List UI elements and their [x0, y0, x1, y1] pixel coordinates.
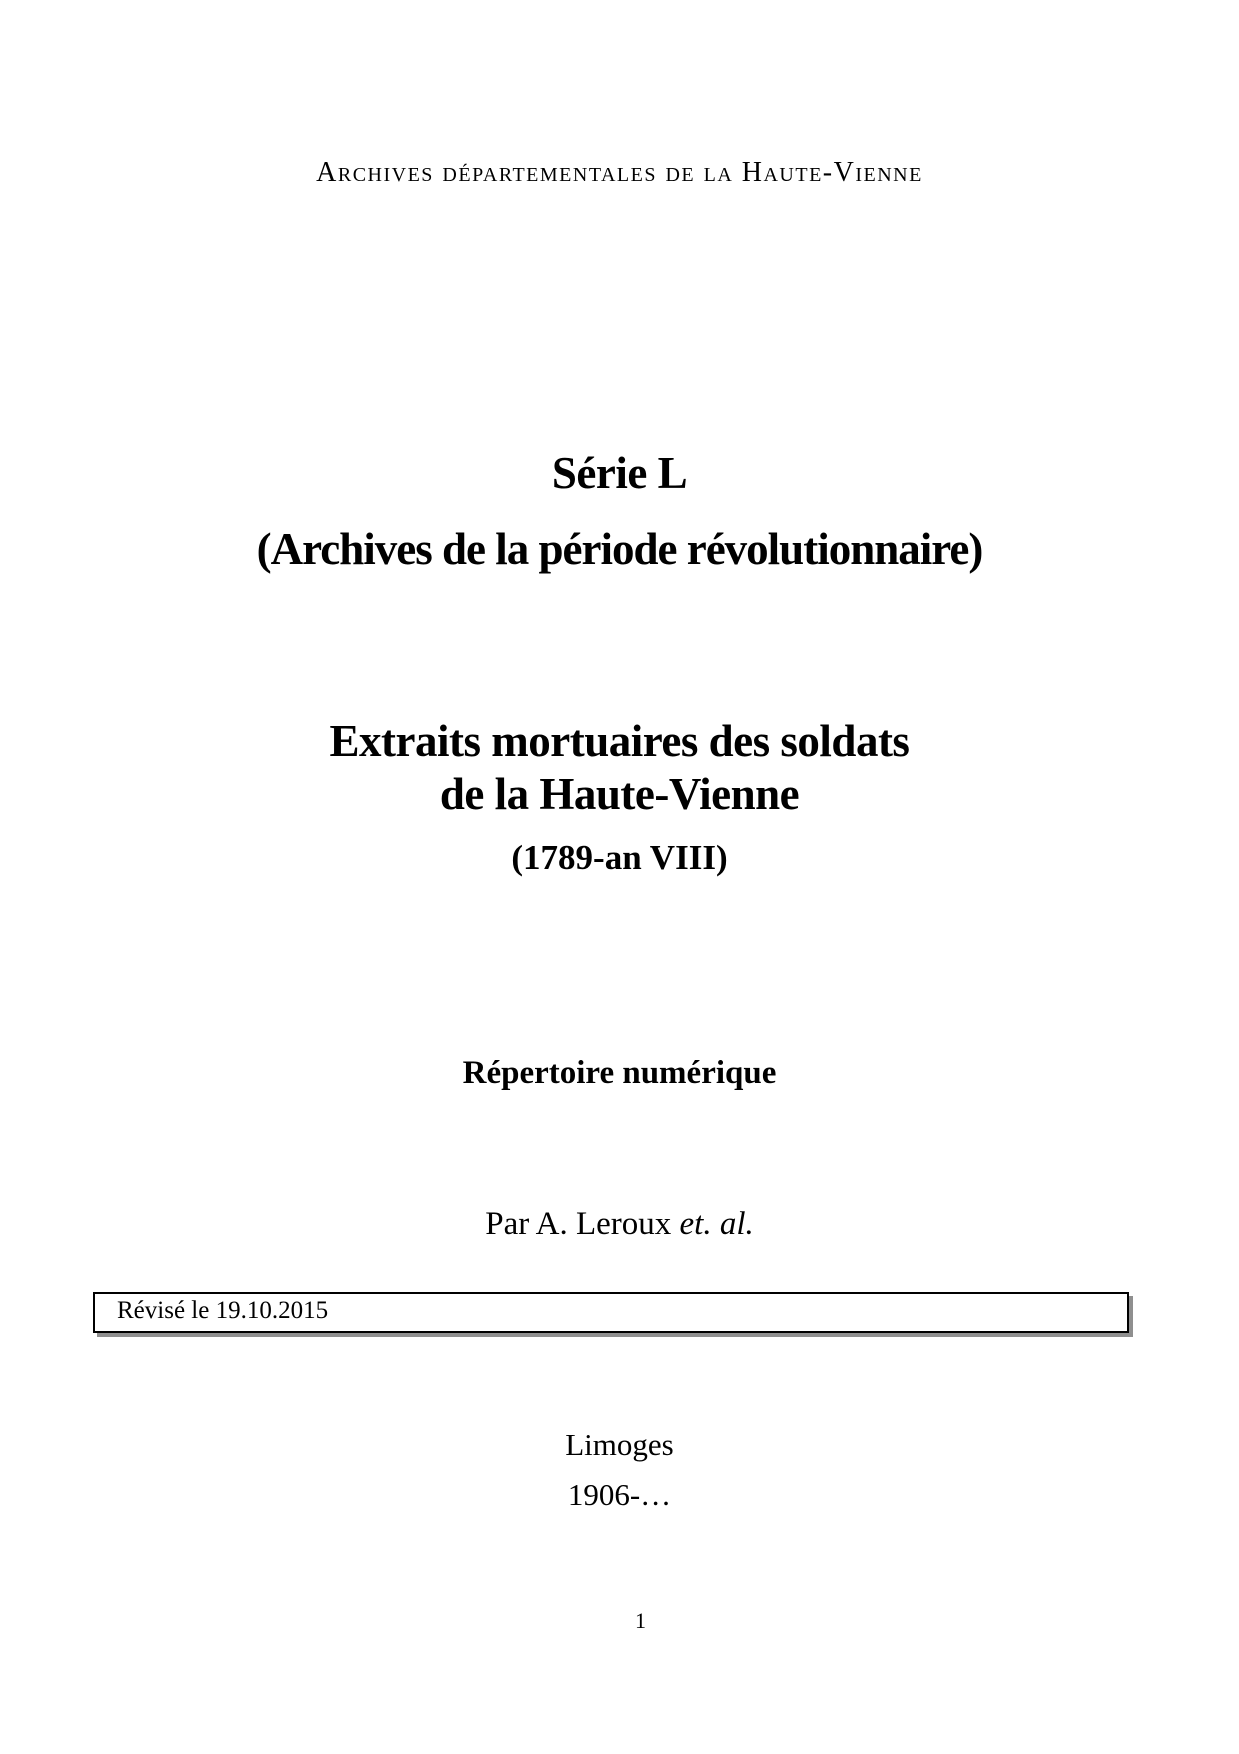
revision-date-text: Révisé le 19.10.2015 — [117, 1297, 329, 1324]
institution-header: Archives départementales de la Haute-Vienne — [316, 157, 923, 188]
document-type-label: Répertoire numérique — [462, 1055, 777, 1091]
series-title-line2: (Archives de la période révolutionnaire) — [256, 524, 983, 574]
byline-prefix: Par A. Leroux — [485, 1206, 680, 1242]
page-number: 1 — [635, 1608, 646, 1633]
author-byline — [0, 1206, 1239, 1244]
document-title-line2: de la Haute-Vienne — [439, 769, 800, 819]
document-title-line1: Extraits mortuaires des soldats — [329, 716, 910, 766]
document-date-range: (1789-an VIII) — [511, 838, 728, 877]
series-title-line1: Série L — [551, 448, 688, 498]
byline-et-al: et. al. — [679, 1206, 754, 1242]
imprint-city: Limoges — [565, 1427, 674, 1462]
revision-box — [93, 1292, 1129, 1333]
imprint-years: 1906-… — [567, 1477, 672, 1512]
